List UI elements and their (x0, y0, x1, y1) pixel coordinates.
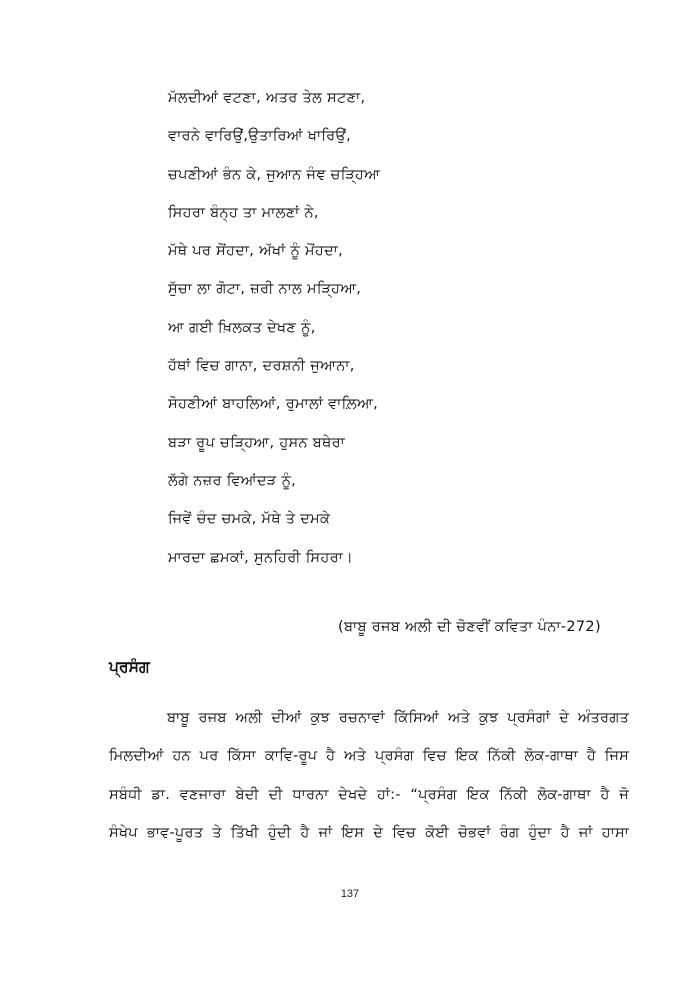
poem-citation: (ਬਾਬੂ ਰਜਬ ਅਲੀ ਦੀ ਚੋਣਵੀਂ ਕਵਿਤਾ ਪੰਨਾ-272) (338, 619, 601, 635)
poem-line: ਲੱਗੇ ਨਜ਼ਰ ਵਿਆਂਦੜ ਨੂੰ, (168, 472, 297, 489)
paragraph-line: ਸਬੰਧੀ ਡਾ. ਵਣਜਾਰਾ ਬੇਦੀ ਦੀ ਧਾਰਨਾ ਦੇਖਦੇ ਹਾਂ:- “ਪ੍ਰਸੰਗ ਇਕ ਨਿੱਕੀ ਲੋਕ-ਗਾਥਾ ਹੈ ਜੋ (109, 786, 629, 803)
poem-line: ਮੱਥੇ ਪਰ ਸੋਂਹਦਾ, ਅੱਖਾਂ ਨੂੰ ਮੋਂਹਦਾ, (168, 243, 344, 260)
poem-line: ਬੜਾ ਰੂਪ ਚੜ੍ਹਿਆ, ਹੁਸਨ ਬਥੇਰਾ (168, 434, 346, 451)
body-paragraph (109, 706, 629, 859)
poem-line: ਆ ਗਈ ਖ਼ਿਲਕਤ ਦੇਖਣ ਨੂੰ, (168, 319, 316, 336)
poem-line: ਵਾਰਨੇ ਵਾਰਿਉਂ,ਉਤਾਰਿਆਂ ਖਾਰਿਉਂ, (168, 128, 352, 145)
poem-line: ਮੱਲਦੀਆਂ ਵਟਣਾ, ਅਤਰ ਤੇਲ ਸਟਣਾ, (168, 90, 366, 106)
poem-line: ਜਿਵੇਂ ਚੰਦ ਚਮਕੇ, ਮੱਥੇ ਤੇ ਦਮਕੇ (168, 511, 331, 528)
poem-line: ਸੁੱਚਾ ਲਾ ਗੋਟਾ, ਜ਼ਰੀ ਨਾਲ ਮੜ੍ਹਿਆ, (168, 281, 362, 298)
poem-line: ਸੋਹਣੀਆਂ ਬਾਹਲਿਆਂ, ਰੁਮਾਲਾਂ ਵਾਲ਼ਿਆ, (168, 396, 378, 413)
page-number: 137 (340, 888, 360, 900)
paragraph-line: ਸੰਖੇਪ ਭਾਵ-ਪੂਰਤ ਤੇ ਤਿੱਖੀ ਹੁੰਦੀ ਹੈ ਜਾਂ ਇਸ ਦੇ ਵਿਚ ਕੋਈ ਚੋਭਵਾਂ ਰੰਗ ਹੁੰਦਾ ਹੈ ਜਾਂ ਹਾਸਾ (109, 824, 629, 841)
paragraph-line: ਮਿਲਦੀਆਂ ਹਨ ਪਰ ਕਿੱਸਾ ਕਾਵਿ-ਰੂਪ ਹੈ ਅਤੇ ਪ੍ਰਸੰਗ ਵਿਚ ਇਕ ਨਿੱਕੀ ਲੋਕ-ਗਾਥਾ ਹੈ ਜਿਸ (109, 748, 629, 765)
poem-block (168, 86, 380, 584)
section-heading: ਪ੍ਰਸੰਗ (109, 658, 150, 676)
poem-line: ਹੱਥਾਂ ਵਿਚ ਗਾਨਾ, ਦਰਸ਼ਨੀ ਜੁਆਨਾ, (168, 358, 355, 375)
poem-line: ਚਪਣੀਆਂ ਭੰਨ ਕੇ, ਜੁਆਨ ਜੰਞ ਚੜ੍ਹਿਆ (168, 166, 381, 183)
poem-line: ਸਿਹਰਾ ਬੰਨ੍ਹ ਤਾ ਮਾਲਣਾਂ ਨੇ, (168, 204, 319, 221)
paragraph-line: ਬਾਬੂ ਰਜਬ ਅਲੀ ਦੀਆਂ ਕੁਝ ਰਚਨਾਵਾਂ ਕਿੱਸਿਆਂ ਅਤੇ ਕੁਝ ਪ੍ਰਸੰਗਾਂ ਦੇ ਅੰਤਰਗਤ (167, 710, 629, 726)
poem-line: ਮਾਰਦਾ ਛਮਕਾਂ, ਸੁਨਹਿਰੀ ਸਿਹਰਾ। (168, 549, 354, 566)
